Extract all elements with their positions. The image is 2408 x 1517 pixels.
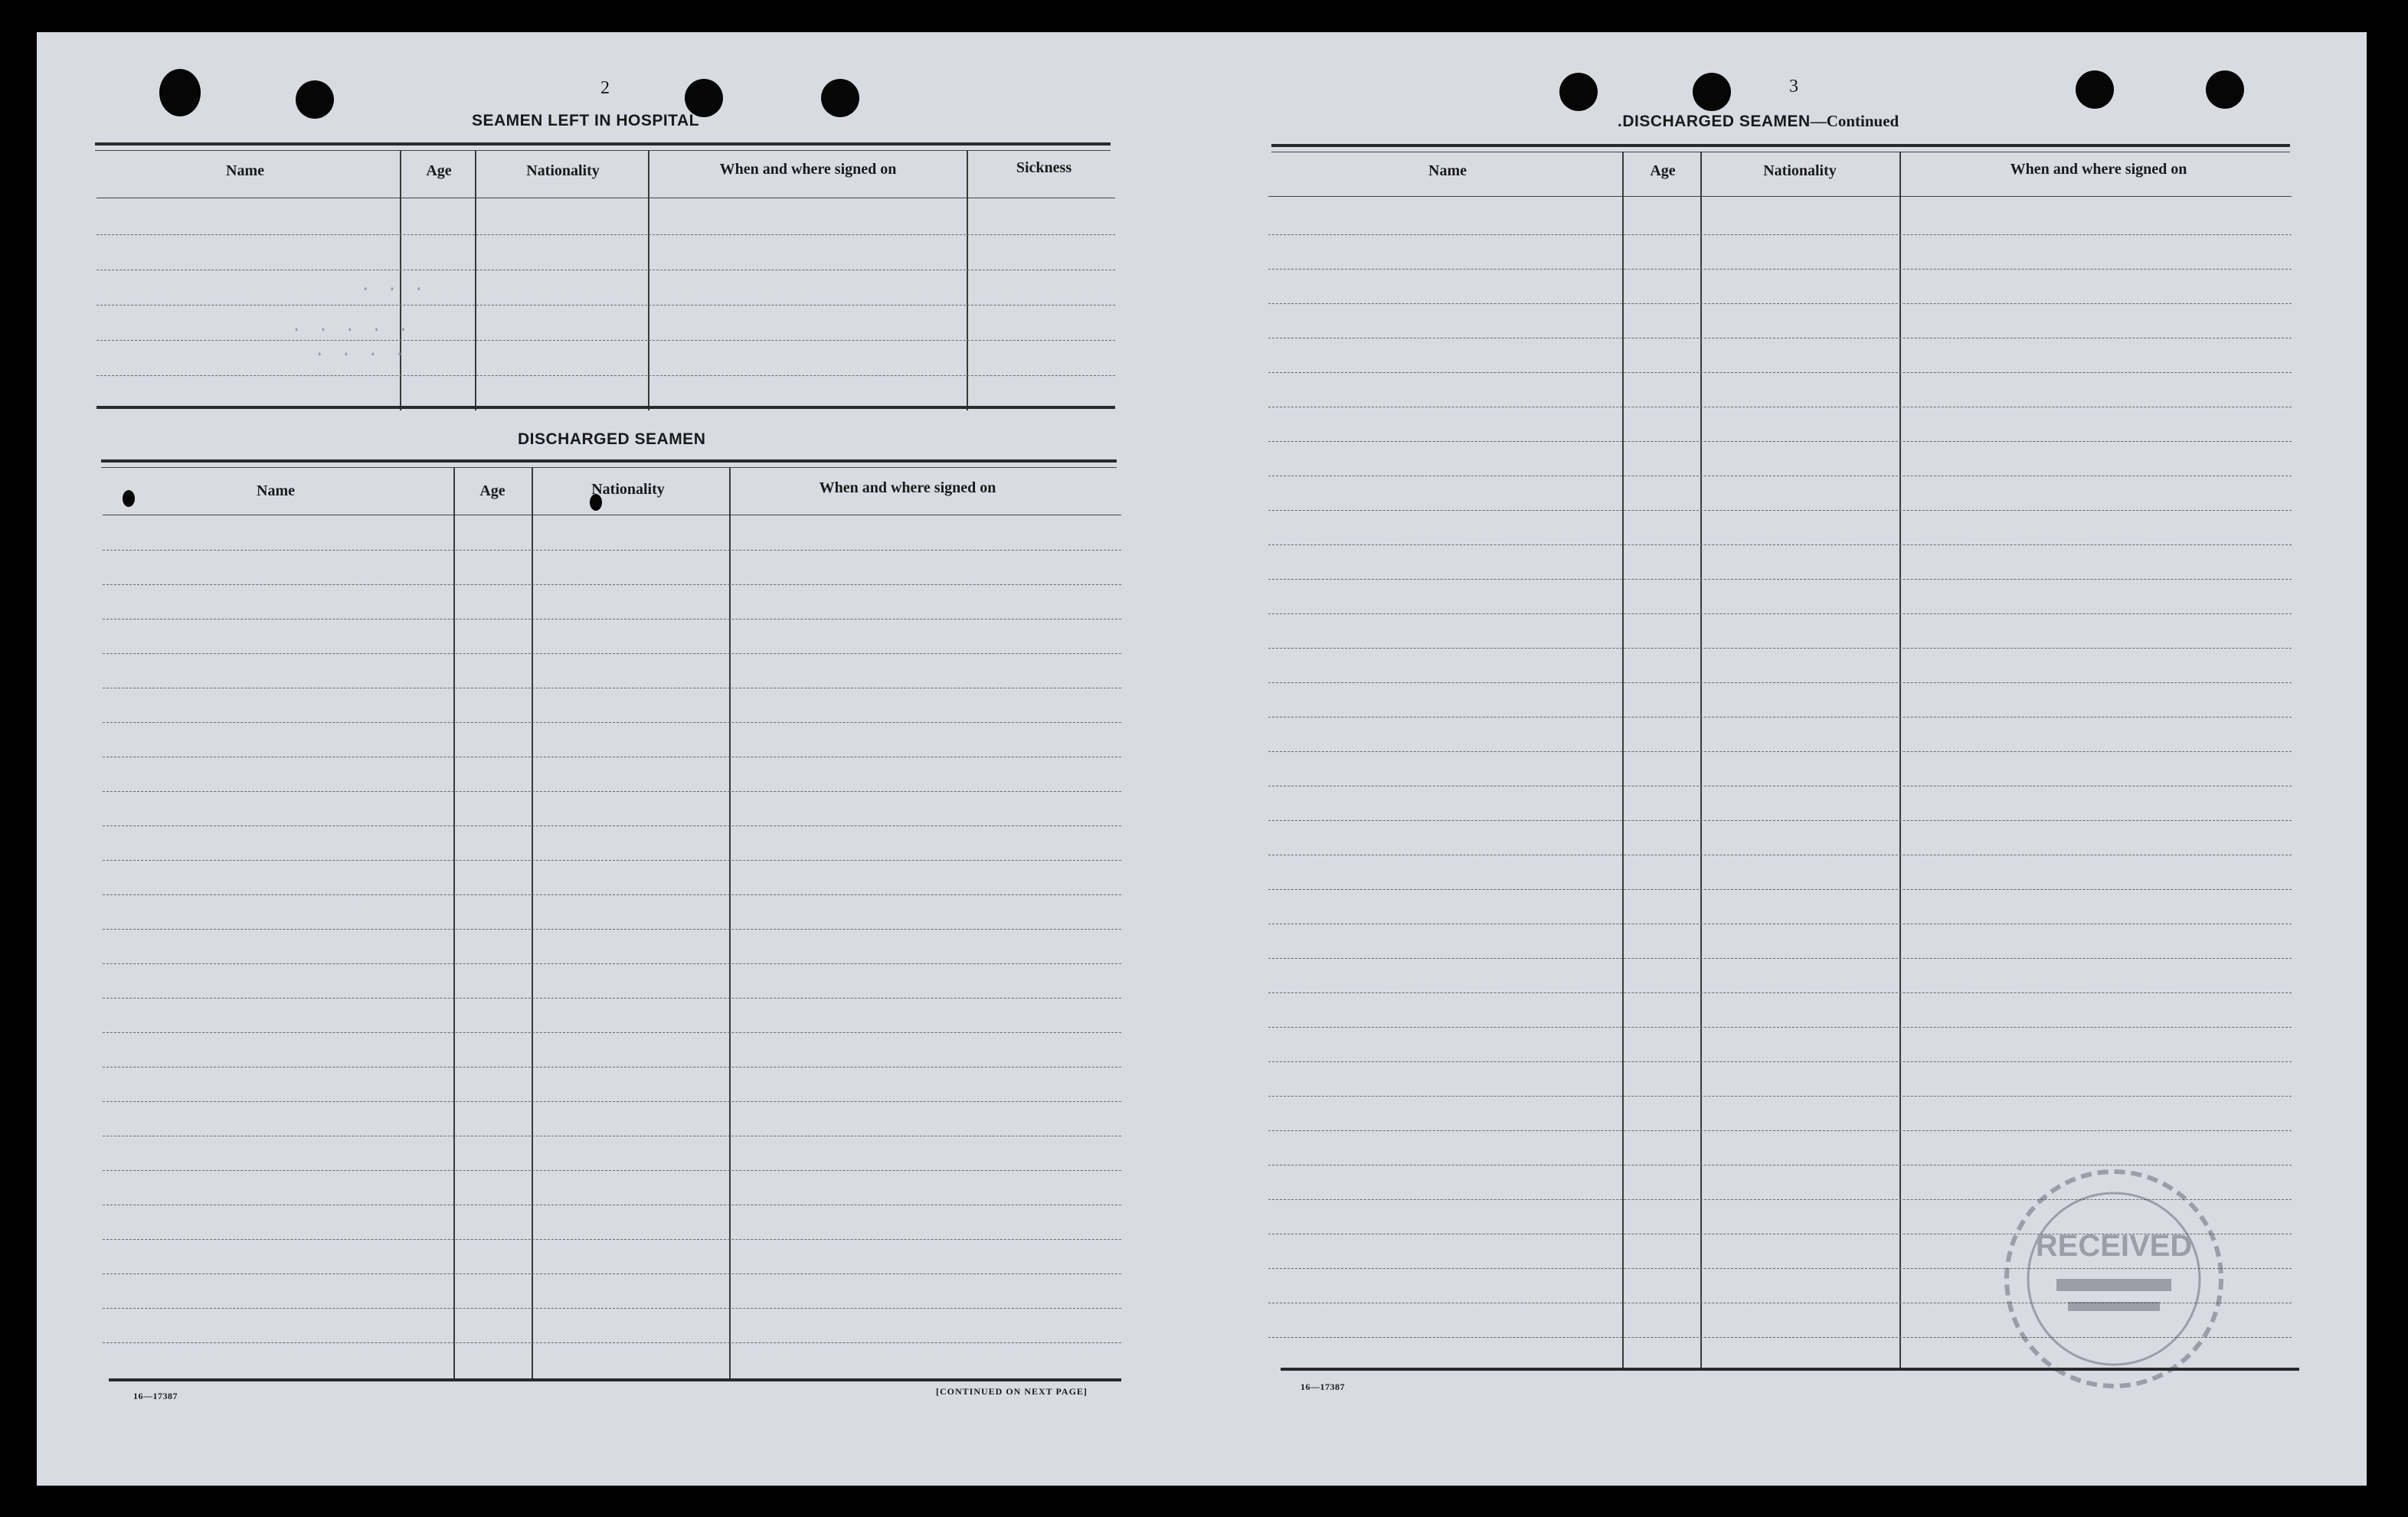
ruled-line bbox=[1268, 1130, 2292, 1131]
ruled-line bbox=[103, 1032, 1121, 1033]
column-header-age: Age bbox=[1650, 162, 1676, 179]
ruled-line bbox=[103, 963, 1121, 964]
punch-hole bbox=[159, 69, 201, 116]
column-divider bbox=[532, 467, 533, 1378]
column-header-nationality: Nationality bbox=[526, 162, 600, 179]
discharged-continued-title bbox=[1618, 112, 1899, 131]
ruled-line bbox=[103, 1308, 1121, 1309]
hospital-section-title: SEAMEN LEFT IN HOSPITAL bbox=[472, 112, 699, 129]
ruled-line bbox=[1268, 820, 2292, 821]
punch-hole bbox=[2206, 70, 2244, 109]
ruled-line bbox=[1268, 1027, 2292, 1028]
column-divider bbox=[1700, 152, 1702, 1369]
table-top-rule bbox=[101, 467, 1117, 468]
bleed-through-text: ∙ ∙ ∙ bbox=[360, 280, 427, 300]
ruled-line bbox=[103, 1273, 1121, 1274]
ruled-line bbox=[1268, 303, 2292, 304]
ruled-line bbox=[1268, 544, 2292, 545]
table-top-rule bbox=[95, 150, 1111, 151]
ruled-line bbox=[103, 1239, 1121, 1240]
ruled-line bbox=[103, 1170, 1121, 1171]
received-stamp bbox=[1991, 1164, 2236, 1394]
ruled-line bbox=[1268, 648, 2292, 649]
page-number-left: 2 bbox=[600, 78, 610, 98]
discharged-continued-title-suffix: —Continued bbox=[1810, 112, 1899, 130]
ruled-line bbox=[103, 653, 1121, 654]
column-header-age: Age bbox=[426, 162, 452, 179]
ruled-line bbox=[97, 375, 1115, 376]
ruled-line bbox=[1268, 613, 2292, 614]
table-top-rule bbox=[95, 142, 1111, 145]
column-header-name: Name bbox=[226, 162, 264, 179]
form-number-right: 16—17387 bbox=[1301, 1381, 1345, 1392]
punch-hole bbox=[2076, 70, 2114, 109]
punch-hole bbox=[1693, 73, 1731, 111]
column-header-sickness: Sickness bbox=[1016, 159, 1072, 176]
continued-note: [CONTINUED ON NEXT PAGE] bbox=[936, 1386, 1088, 1397]
column-header-nationality: Nationality bbox=[591, 481, 665, 498]
ruled-line bbox=[103, 1342, 1121, 1343]
ruled-line bbox=[1268, 441, 2292, 442]
table-bottom-rule bbox=[109, 1378, 1121, 1381]
ruled-line bbox=[1268, 958, 2292, 959]
punch-hole bbox=[123, 490, 135, 507]
ruled-line bbox=[103, 722, 1121, 723]
ruled-line bbox=[103, 791, 1121, 792]
ruled-line bbox=[1268, 751, 2292, 752]
column-header-name: Name bbox=[257, 482, 295, 499]
column-divider bbox=[1899, 152, 1901, 1369]
column-divider bbox=[729, 467, 731, 1378]
column-divider bbox=[648, 150, 649, 410]
punch-hole bbox=[821, 79, 859, 117]
column-divider bbox=[453, 467, 455, 1378]
ruled-line bbox=[1268, 269, 2292, 270]
ruled-line bbox=[97, 305, 1115, 306]
ruled-line bbox=[103, 894, 1121, 895]
bleed-through-text: ∙ ∙ ∙ ∙ bbox=[314, 345, 407, 365]
ruled-line bbox=[1268, 510, 2292, 511]
ruled-line bbox=[1268, 1096, 2292, 1097]
ruled-line bbox=[1268, 682, 2292, 683]
column-divider bbox=[967, 150, 968, 410]
table-bottom-rule bbox=[97, 406, 1115, 409]
column-header-signed-on: When and where signed on bbox=[819, 479, 996, 496]
ruled-line bbox=[1268, 372, 2292, 373]
punch-hole bbox=[296, 80, 334, 119]
ruled-line bbox=[103, 929, 1121, 930]
ruled-line bbox=[103, 584, 1121, 585]
ruled-line bbox=[1268, 1061, 2292, 1062]
column-header-age: Age bbox=[479, 482, 505, 499]
form-number-left: 16—17387 bbox=[133, 1391, 178, 1401]
punch-hole bbox=[1559, 73, 1598, 111]
ruled-line bbox=[103, 550, 1121, 551]
ruled-line bbox=[97, 340, 1115, 341]
ruled-line bbox=[1268, 889, 2292, 890]
table-top-rule bbox=[101, 459, 1117, 463]
ruled-line bbox=[1268, 234, 2292, 235]
column-header-signed-on: When and where signed on bbox=[2010, 161, 2187, 178]
ruled-line bbox=[103, 998, 1121, 999]
stamp-label: RECEIVED bbox=[2035, 1229, 2193, 1263]
header-underline bbox=[1268, 196, 2292, 197]
page-number-right: 3 bbox=[1789, 77, 1798, 96]
column-header-nationality: Nationality bbox=[1763, 162, 1837, 179]
column-header-name: Name bbox=[1428, 162, 1467, 179]
ruled-line bbox=[1268, 992, 2292, 993]
column-divider bbox=[1622, 152, 1624, 1369]
bleed-through-text: ∙ ∙ ∙ ∙ ∙ bbox=[291, 320, 411, 341]
discharged-section-title: DISCHARGED SEAMEN bbox=[518, 430, 706, 448]
discharged-continued-title-main: .DISCHARGED SEAMEN bbox=[1618, 113, 1811, 130]
ruled-line bbox=[97, 234, 1115, 235]
ruled-line bbox=[1268, 717, 2292, 718]
column-divider bbox=[475, 150, 476, 410]
column-header-signed-on: When and where signed on bbox=[719, 161, 897, 178]
ruled-line bbox=[103, 619, 1121, 620]
ruled-line bbox=[103, 1101, 1121, 1102]
ruled-line bbox=[103, 860, 1121, 861]
table-top-rule bbox=[1271, 144, 2290, 147]
ruled-line bbox=[1268, 579, 2292, 580]
